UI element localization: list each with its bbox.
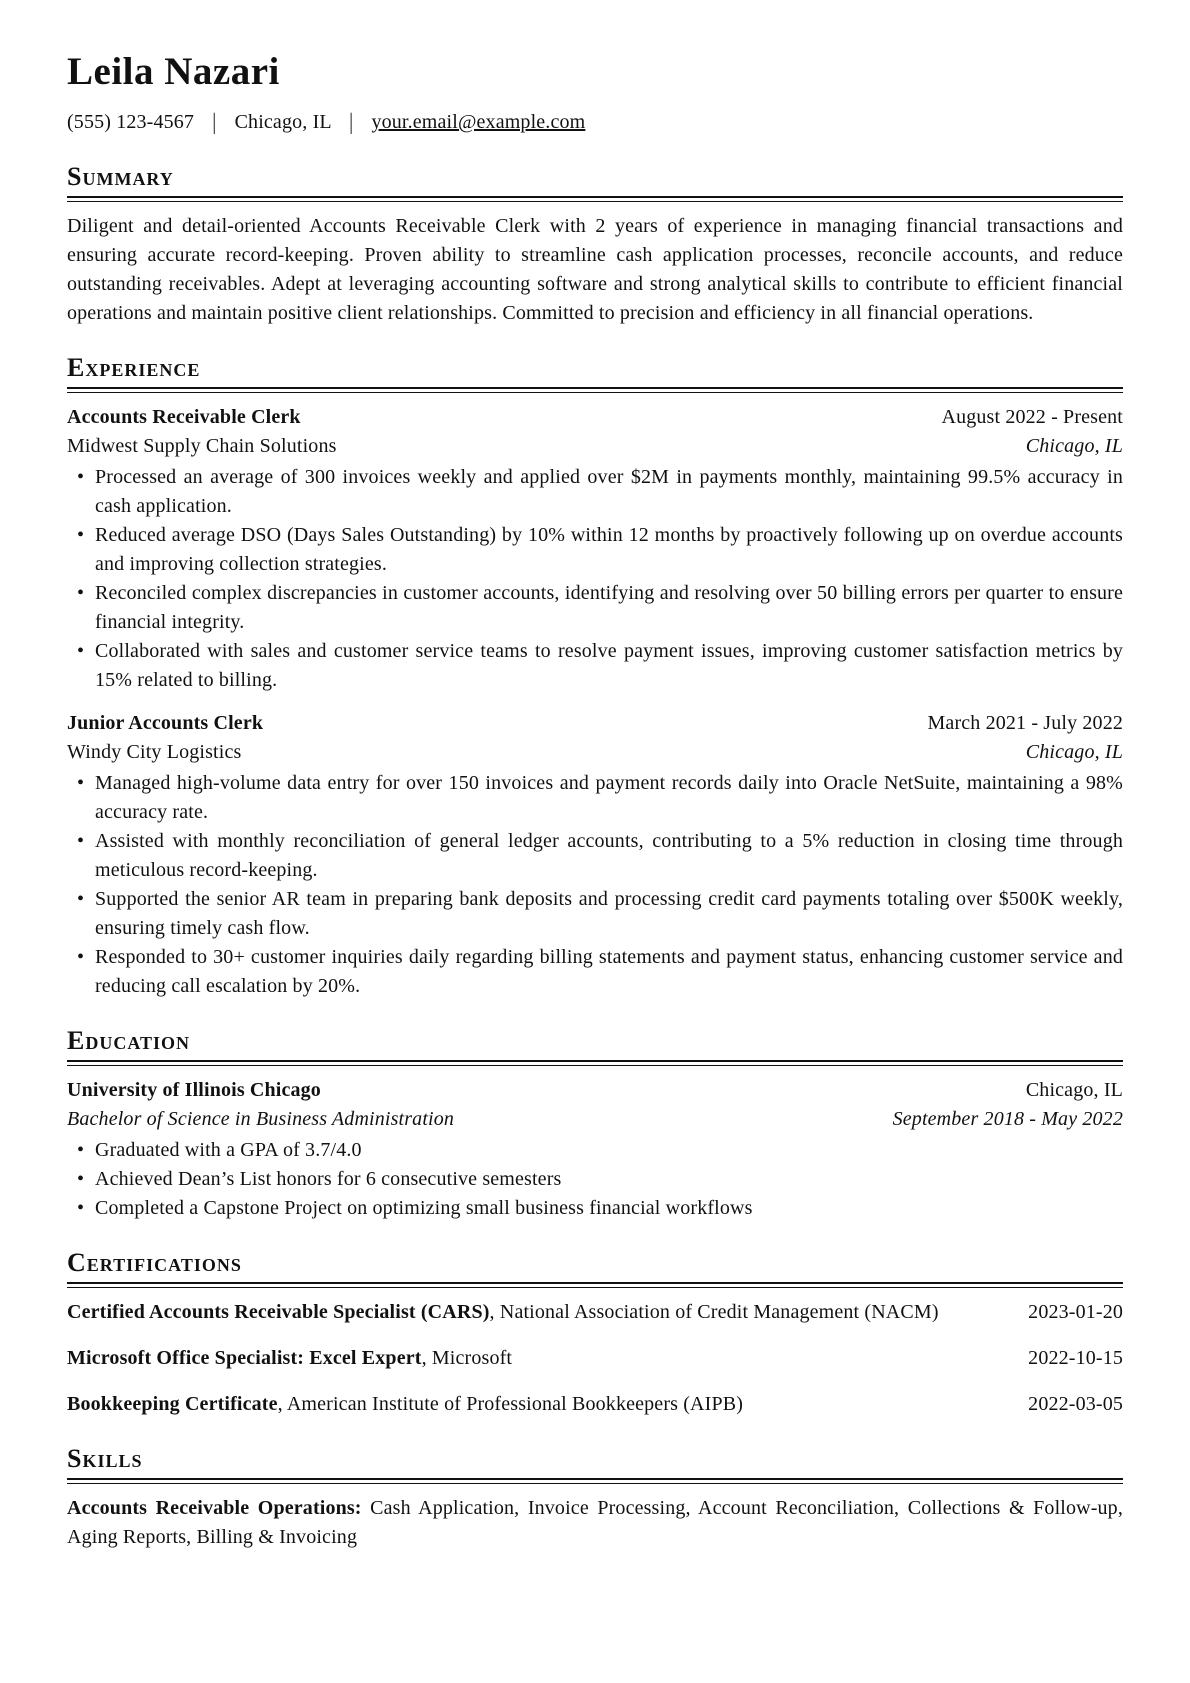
contact-line: [67, 108, 1123, 137]
education-dates: September 2018 - May 2022: [892, 1108, 1123, 1130]
certifications-section-title: Certifications: [67, 1248, 242, 1277]
section-rule: [67, 1060, 1123, 1066]
bullet-item: • Reconciled complex discrepancies in customer accounts, identifying and resolving over 50 billing errors per quarter to ensure financial integrity.: [67, 579, 1123, 637]
section-experience: [67, 353, 1123, 1001]
bullet-item: • Completed a Capstone Project on optimizing small business financial workflows: [67, 1194, 1123, 1223]
skill-list: Cash Application, Invoice Processing, Account Reconciliation, Collections & Follow-up, Aging Reports, Billing & Invoicing: [67, 1497, 1123, 1548]
job-title: Junior Accounts Clerk: [67, 712, 264, 734]
bullet-item: • Managed high-volume data entry for over 150 invoices and payment records daily into Oracle NetSuite, maintaining a 98% accuracy rate.: [67, 769, 1123, 827]
bullet-item: • Processed an average of 300 invoices weekly and applied over $2M in payments monthly, maintaining 99.5% accuracy in cash application.: [67, 463, 1123, 521]
school-location: Chicago, IL: [1025, 1079, 1123, 1101]
job-title-row: [67, 403, 1123, 432]
certification-date: 2023-01-20: [1028, 1301, 1123, 1323]
certification-text: [67, 1344, 1028, 1373]
certification-date: 2022-10-15: [1028, 1347, 1123, 1369]
certification-entry: [67, 1390, 1123, 1419]
certification-name: Microsoft Office Specialist: Excel Expert: [67, 1347, 422, 1369]
summary-section-title: Summary: [67, 162, 174, 191]
job-location: Chicago, IL: [1025, 435, 1123, 457]
certification-issuer: , National Association of Credit Management (NACM): [489, 1301, 939, 1323]
section-skills: [67, 1444, 1123, 1552]
section-certifications: [67, 1248, 1123, 1419]
job-company-row: [67, 738, 1123, 767]
bullet-item: • Reduced average DSO (Days Sales Outstanding) by 10% within 12 months by proactively following up on overdue accounts and improving collection strategies.: [67, 521, 1123, 579]
job-title-row: [67, 709, 1123, 738]
certification-issuer: , Microsoft: [421, 1347, 513, 1369]
job-dates: March 2021 - July 2022: [927, 712, 1123, 734]
certification-date: 2022-03-05: [1028, 1393, 1123, 1415]
candidate-name: Leila Nazari: [67, 50, 280, 93]
location-text: Chicago, IL: [234, 111, 331, 133]
certification-issuer: , American Institute of Professional Bookkeepers (AIPB): [277, 1393, 744, 1415]
separator-bar: |: [349, 109, 354, 135]
job-entry: [67, 403, 1123, 695]
phone-number: (555) 123-4567: [67, 111, 195, 133]
separator-bar: |: [212, 109, 217, 135]
education-section-title: Education: [67, 1026, 191, 1055]
job-bullet-list: [67, 463, 1123, 695]
education-bullet-list: [67, 1136, 1123, 1223]
skills-entry: [67, 1494, 1123, 1552]
job-company-row: [67, 432, 1123, 461]
section-rule: [67, 1478, 1123, 1484]
skill-category: Accounts Receivable Operations:: [67, 1497, 362, 1519]
certification-name: Certified Accounts Receivable Specialist (CARS): [67, 1301, 490, 1323]
certification-name: Bookkeeping Certificate: [67, 1393, 278, 1415]
certification-entry: [67, 1344, 1123, 1373]
degree-name: Bachelor of Science in Business Administration: [67, 1108, 455, 1130]
bullet-item: • Graduated with a GPA of 3.7/4.0: [67, 1136, 1123, 1165]
bullet-item: • Assisted with monthly reconciliation of general ledger accounts, contributing to a 5% reduction in closing time through meticulous record-keeping.: [67, 827, 1123, 885]
certification-text: [67, 1298, 1028, 1327]
section-education: [67, 1026, 1123, 1223]
certification-text: [67, 1390, 1028, 1419]
summary-paragraph: Diligent and detail-oriented Accounts Receivable Clerk with 2 years of experience in managing financial transactions and ensuring accurate record-keeping. Proven ability to streamline cash application processes, reconcile accounts, and reduce outstanding receivables. Adept at leveraging accounting software and strong analytical skills to contribute to efficient financial operations and maintain positive client relationships. Committed to precision and efficiency in all financial operations.: [67, 215, 1123, 324]
job-dates: August 2022 - Present: [941, 406, 1123, 428]
school-name: University of Illinois Chicago: [67, 1079, 321, 1101]
job-entry: [67, 709, 1123, 1001]
experience-section-title: Experience: [67, 353, 201, 382]
section-rule: [67, 1282, 1123, 1288]
section-summary: [67, 162, 1123, 328]
education-degree-row: [67, 1105, 1123, 1134]
bullet-item: • Supported the senior AR team in preparing bank deposits and processing credit card payments totaling over $500K weekly, ensuring timely cash flow.: [67, 885, 1123, 943]
job-title: Accounts Receivable Clerk: [67, 406, 301, 428]
section-rule: [67, 196, 1123, 202]
education-school-row: [67, 1076, 1123, 1105]
resume-header: [67, 50, 1123, 137]
skills-section-title: Skills: [67, 1444, 143, 1473]
certification-entry: [67, 1298, 1123, 1327]
job-company: Midwest Supply Chain Solutions: [67, 435, 337, 457]
job-bullet-list: [67, 769, 1123, 1001]
section-rule: [67, 387, 1123, 393]
job-company: Windy City Logistics: [67, 741, 242, 763]
bullet-item: • Collaborated with sales and customer service teams to resolve payment issues, improving customer satisfaction metrics by 15% related to billing.: [67, 637, 1123, 695]
bullet-item: • Responded to 30+ customer inquiries daily regarding billing statements and payment status, enhancing customer service and reducing call escalation by 20%.: [67, 943, 1123, 1001]
job-location: Chicago, IL: [1025, 741, 1123, 763]
bullet-item: • Achieved Dean’s List honors for 6 consecutive semesters: [67, 1165, 1123, 1194]
email-link[interactable]: your.email@example.com: [371, 111, 586, 133]
